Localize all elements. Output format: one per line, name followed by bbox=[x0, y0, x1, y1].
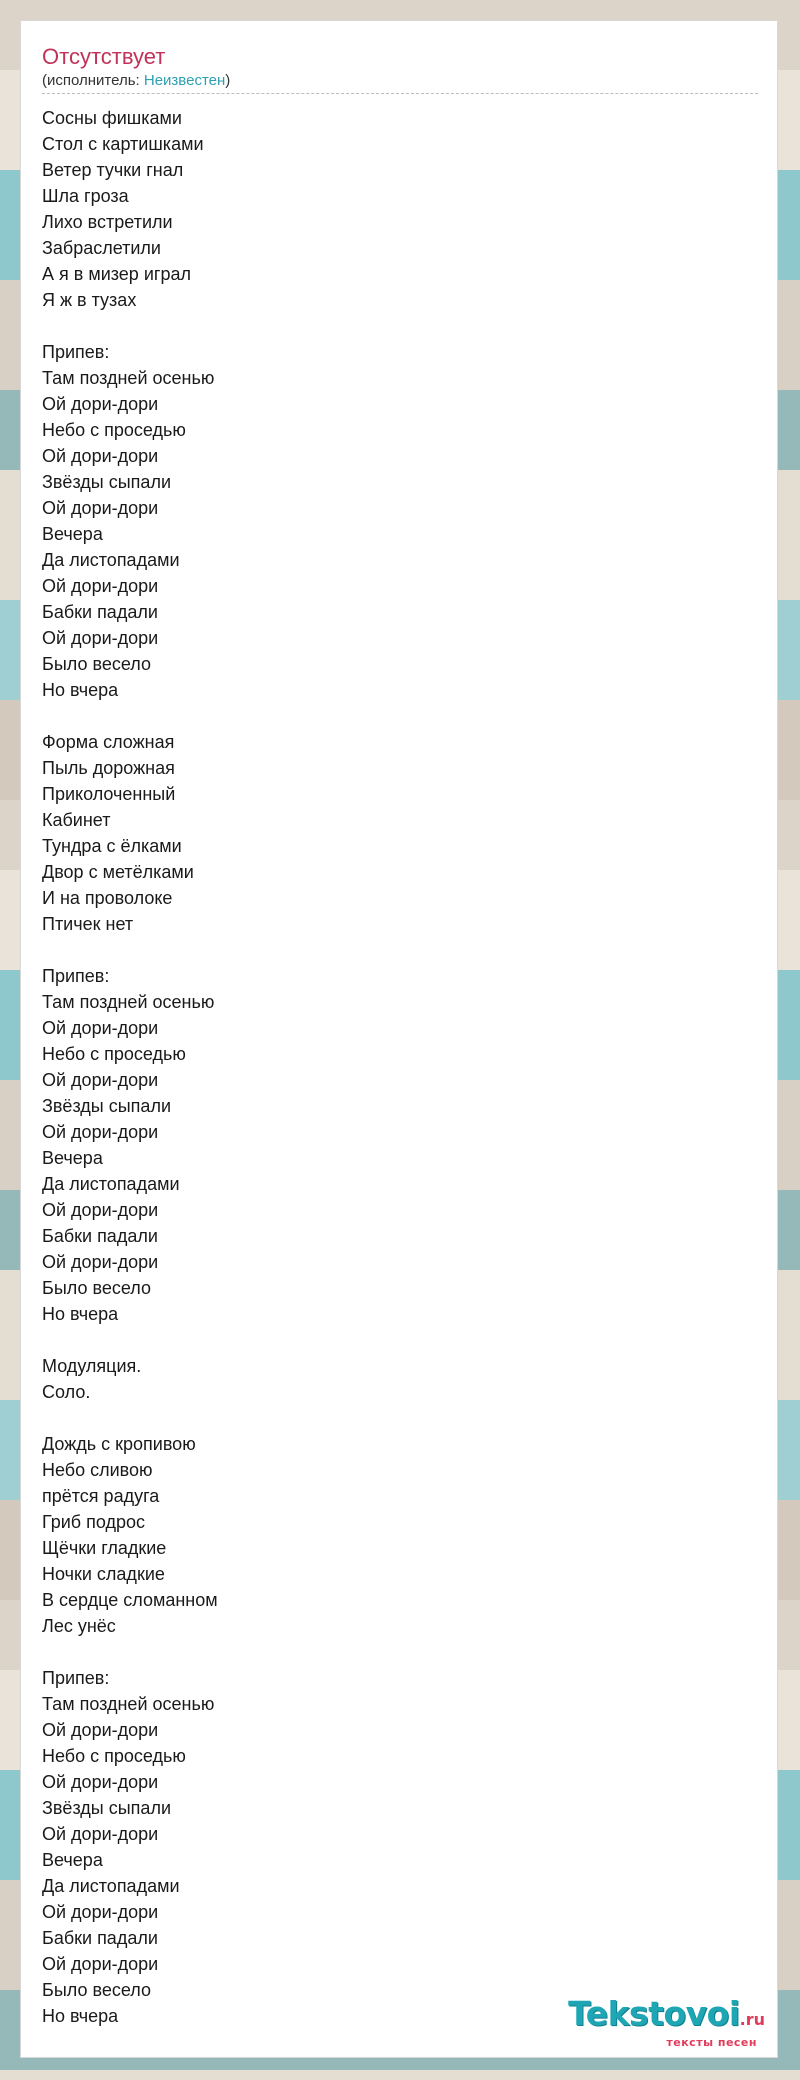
lyric-line: Ой дори-дори bbox=[42, 1902, 159, 1922]
lyric-line: Но вчера bbox=[42, 680, 119, 700]
stanza-gap bbox=[42, 1639, 742, 1665]
lyric-line: Припев: bbox=[42, 966, 110, 986]
lyric-line: Птичек нет bbox=[42, 914, 134, 934]
lyric-line: Забраслетили bbox=[42, 238, 161, 258]
lyric-line: Ой дори-дори bbox=[42, 1824, 159, 1844]
lyric-line: Дождь с кропивою bbox=[42, 1434, 196, 1454]
stanza-gap bbox=[42, 313, 742, 339]
lyric-line: Бабки падали bbox=[42, 1226, 158, 1246]
site-logo[interactable] bbox=[568, 1994, 765, 2049]
lyric-line: Кабинет bbox=[42, 810, 111, 830]
lyric-line: Но вчера bbox=[42, 2006, 119, 2026]
lyric-line: Ой дори-дори bbox=[42, 446, 159, 466]
stanza-gap bbox=[42, 1405, 742, 1431]
header-divider bbox=[42, 93, 758, 94]
lyric-line: Ветер тучки гнал bbox=[42, 160, 184, 180]
lyric-line: И на проволоке bbox=[42, 888, 173, 908]
artist-line bbox=[42, 71, 230, 91]
lyric-line: Небо сливою bbox=[42, 1460, 153, 1480]
lyric-line: Ой дори-дори bbox=[42, 1772, 159, 1792]
lyric-line: Щёчки гладкие bbox=[42, 1538, 167, 1558]
lyric-line: Ой дори-дори bbox=[42, 1018, 159, 1038]
lyric-line: Шла гроза bbox=[42, 186, 129, 206]
artist-suffix: ) bbox=[225, 72, 231, 89]
lyrics-body bbox=[42, 105, 742, 2029]
artist-link[interactable]: Неизвестен bbox=[143, 72, 226, 89]
lyric-line: Ой дори-дори bbox=[42, 498, 159, 518]
lyric-line: Лес унёс bbox=[42, 1616, 116, 1636]
lyric-line: Небо с проседью bbox=[42, 420, 186, 440]
lyric-line: прётся радуга bbox=[42, 1486, 160, 1506]
stanza-gap bbox=[42, 937, 742, 963]
lyric-line: Припев: bbox=[42, 1668, 110, 1688]
lyric-line: Звёзды сыпали bbox=[42, 1798, 171, 1818]
lyric-line: Лихо встретили bbox=[42, 212, 173, 232]
stanza-gap bbox=[42, 1327, 742, 1353]
logo-tagline: тексты песен bbox=[666, 2036, 757, 2049]
lyric-line: Двор с метёлками bbox=[42, 862, 194, 882]
logo-domain-suffix: .ru bbox=[739, 2010, 765, 2029]
lyric-line: Я ж в тузах bbox=[42, 290, 137, 310]
lyric-line: Да листопадами bbox=[42, 1876, 180, 1896]
logo-wordmark bbox=[568, 1994, 765, 2037]
lyric-line: Вечера bbox=[42, 1148, 103, 1168]
lyric-line: Там поздней осенью bbox=[42, 1694, 215, 1714]
lyric-line: Ой дори-дори bbox=[42, 1070, 159, 1090]
lyric-line: Вечера bbox=[42, 524, 103, 544]
lyric-line: Да листопадами bbox=[42, 1174, 180, 1194]
lyric-line: Да листопадами bbox=[42, 550, 180, 570]
lyric-line: Ой дори-дори bbox=[42, 394, 159, 414]
stanza-gap bbox=[42, 703, 742, 729]
lyric-line: Пыль дорожная bbox=[42, 758, 175, 778]
lyric-line: Припев: bbox=[42, 342, 110, 362]
song-title: Отсутствует bbox=[42, 44, 166, 69]
lyric-line: Там поздней осенью bbox=[42, 368, 215, 388]
lyric-line: В сердце сломанном bbox=[42, 1590, 218, 1610]
lyric-line: Приколоченный bbox=[42, 784, 176, 804]
lyric-line: Форма сложная bbox=[42, 732, 175, 752]
lyric-line: Соло. bbox=[42, 1382, 91, 1402]
lyric-line: Ой дори-дори bbox=[42, 628, 159, 648]
lyric-line: Было весело bbox=[42, 654, 151, 674]
lyric-line: Тундра с ёлками bbox=[42, 836, 182, 856]
lyric-line: Ой дори-дори bbox=[42, 1200, 159, 1220]
lyric-line: Бабки падали bbox=[42, 602, 158, 622]
lyric-line: Там поздней осенью bbox=[42, 992, 215, 1012]
lyric-line: Было весело bbox=[42, 1980, 151, 2000]
lyric-line: Ой дори-дори bbox=[42, 1122, 159, 1142]
lyric-line: Было весело bbox=[42, 1278, 151, 1298]
lyric-line: Ой дори-дори bbox=[42, 1954, 159, 1974]
lyric-line: Стол с картишками bbox=[42, 134, 204, 154]
lyric-line: Ночки сладкие bbox=[42, 1564, 165, 1584]
lyric-line: Бабки падали bbox=[42, 1928, 158, 1948]
logo-main-text: Tekstovoi bbox=[568, 1994, 740, 2033]
lyric-line: Ой дори-дори bbox=[42, 1252, 159, 1272]
lyric-line: Модуляция. bbox=[42, 1356, 142, 1376]
lyric-line: Но вчера bbox=[42, 1304, 119, 1324]
lyric-line: Ой дори-дори bbox=[42, 1720, 159, 1740]
lyric-line: Звёзды сыпали bbox=[42, 472, 171, 492]
artist-prefix: (исполнитель: bbox=[42, 72, 144, 89]
lyric-line: Небо с проседью bbox=[42, 1044, 186, 1064]
lyric-line: Гриб подрос bbox=[42, 1512, 145, 1532]
lyric-line: Вечера bbox=[42, 1850, 103, 1870]
lyrics-card bbox=[20, 20, 778, 2058]
lyric-line: Небо с проседью bbox=[42, 1746, 186, 1766]
lyric-line: А я в мизер играл bbox=[42, 264, 191, 284]
lyric-line: Ой дори-дори bbox=[42, 576, 159, 596]
lyric-line: Сосны фишками bbox=[42, 108, 182, 128]
lyric-line: Звёзды сыпали bbox=[42, 1096, 171, 1116]
